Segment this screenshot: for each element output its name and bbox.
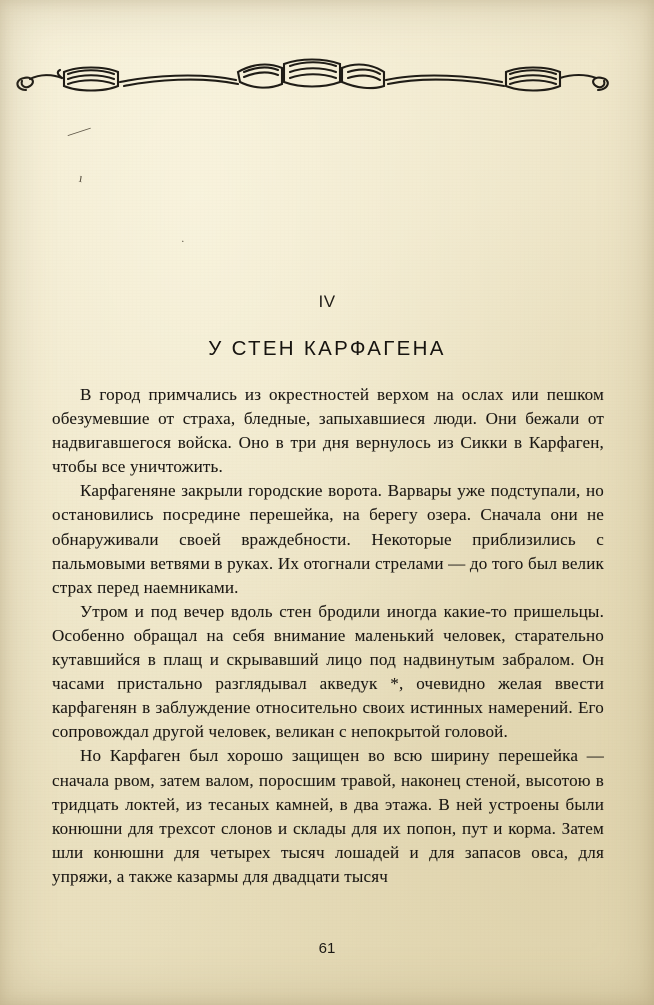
paragraph: В город примчались из окрестностей верхом на ослах или пешком обезумевшие от страха, бледные, запыхавшиеся люди. Они бежали от надвигавшегося войска. Оно в три дня вернулось из Сикки в Карфаген, чтобы все уничтожить. <box>52 385 604 477</box>
pencil-mark-lower: · <box>180 235 186 249</box>
pencil-mark-upper: ⸺ <box>64 120 94 144</box>
paragraph: Утром и под вечер вдоль стен бродили иногда какие-то пришельцы. Особенно обращал на себя внимание маленький человек, старательно кутавшийся в плащ и скрывавший лицо под надвинутым забралом. Он часами пристально разглядывал акведук *, очевидно желая ввести карфагенян в заблуждение относительно своих истинных намерений. Его сопровождал другой человек, великан с непокрытой головой. <box>52 601 604 742</box>
body-text <box>52 383 604 889</box>
paragraph: Но Карфаген был хорошо защищен во всю ширину перешейка — сначала рвом, затем валом, поросшим травой, наконец стеной, высотою в тридцать локтей, из тесаных камней, в два этажа. В ней устроены были конюшни для трехсот слонов и склады для их попон, пут и корма. Затем шли конюшни для четырех тысяч лошадей и для запасов овса, для упряжи, а также казармы для двадцати тысяч <box>52 746 604 886</box>
chapter-title: У СТЕН КАРФАГЕНА <box>208 337 446 360</box>
chapter-ornament-icon <box>0 28 654 98</box>
pencil-mark-middle: ı <box>77 169 84 186</box>
chapter-number: IV <box>318 292 336 311</box>
paragraph: Карфагеняне закрыли городские ворота. Варвары уже подступали, но остановились посредине перешейка, на берегу озера. Сначала они не обнаруживали своей враждебности. Некоторые приблизились с пальмовыми ветвями в руках. Их отогнали стрелами — до того был велик страх перед наемниками. <box>52 481 604 597</box>
page-number: 61 <box>318 940 336 957</box>
